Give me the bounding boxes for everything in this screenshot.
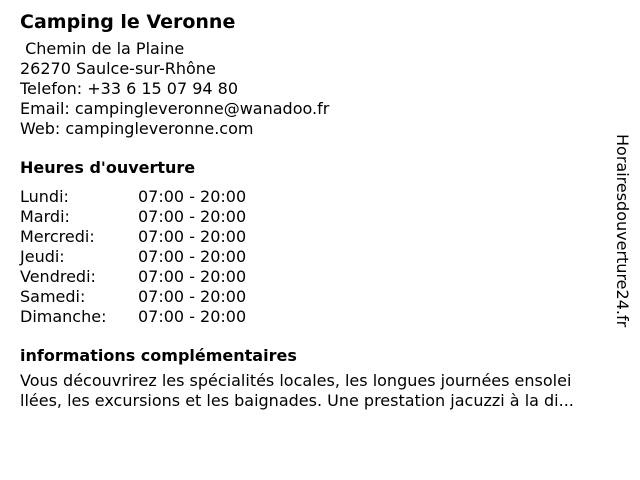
hours-day: Samedi: [20,287,86,306]
hours-row [20,307,620,327]
hours-time: 07:00 - 20:00 [138,227,247,246]
hours-row [20,287,620,307]
hours-row [20,267,620,287]
hours-table [20,187,620,327]
info-line-2: llées, les excursions et les baignades. Une prestation jacuzzi à la di... [20,391,574,410]
hours-day: Vendredi: [20,267,96,286]
hours-day: Dimanche: [20,307,107,326]
hours-time: 07:00 - 20:00 [138,207,247,226]
hours-row [20,227,620,247]
hours-row [20,187,620,207]
info-heading: informations complémentaires [20,346,297,365]
hours-time: 07:00 - 20:00 [138,267,247,286]
site-watermark: Horairesdouverture24.fr [613,134,632,328]
hours-heading: Heures d'ouverture [20,158,196,177]
business-card [20,8,620,411]
address-line-1: Chemin de la Plaine [20,39,185,58]
email-address: Email: campingleveronne@wanadoo.fr [20,99,330,118]
hours-day: Lundi: [20,187,69,206]
hours-time: 07:00 - 20:00 [138,307,247,326]
hours-time: 07:00 - 20:00 [138,287,247,306]
phone-number: Telefon: +33 6 15 07 94 80 [20,79,239,98]
hours-row [20,247,620,267]
hours-row [20,207,620,227]
hours-day: Jeudi: [20,247,65,266]
business-name: Camping le Veronne [20,11,236,33]
website: Web: campingleveronne.com [20,119,254,138]
info-text [20,371,620,411]
hours-day: Mercredi: [20,227,95,246]
hours-time: 07:00 - 20:00 [138,187,247,206]
hours-day: Mardi: [20,207,70,226]
info-line-1: Vous découvrirez les spécialités locales, les longues journées ensolei [20,371,572,390]
address-line-2: 26270 Saulce-sur-Rhône [20,59,216,78]
contact-block [20,39,620,139]
hours-time: 07:00 - 20:00 [138,247,247,266]
